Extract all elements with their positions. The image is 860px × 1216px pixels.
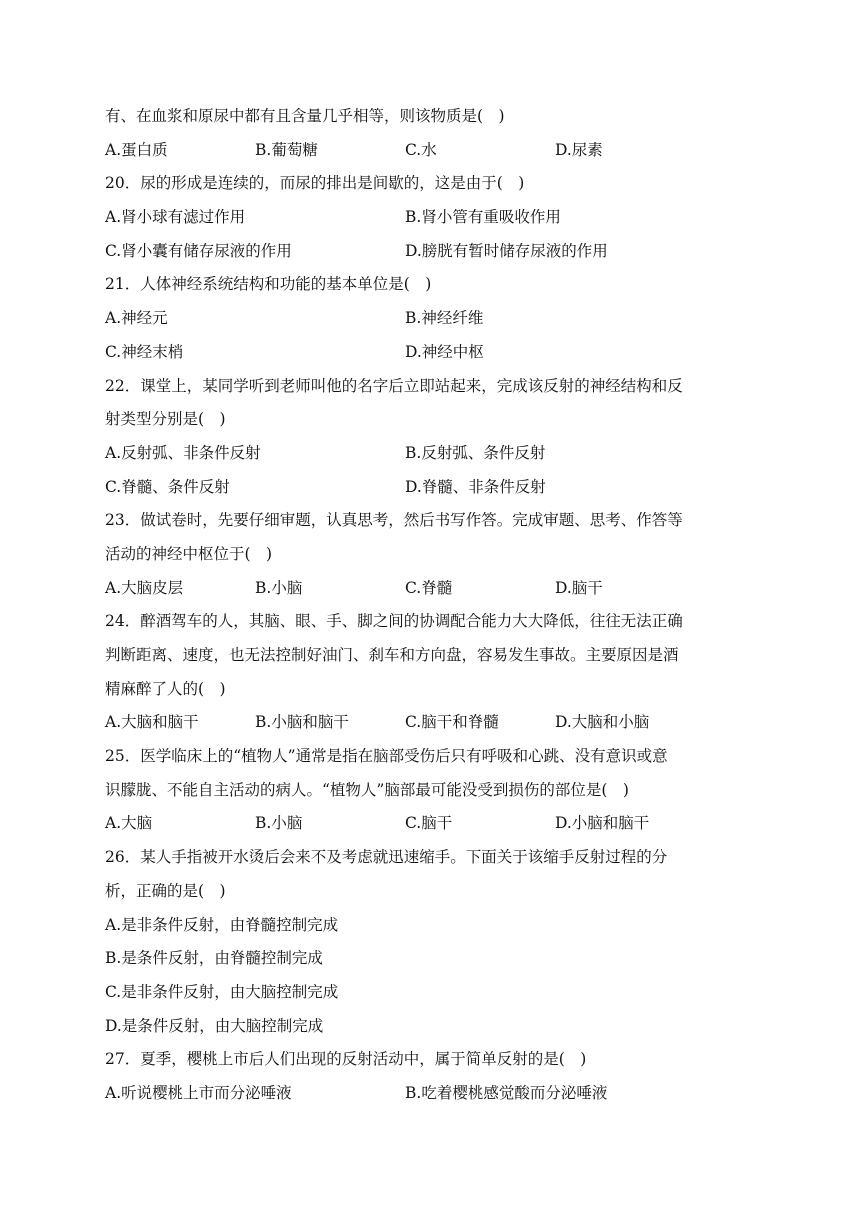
question-stem-line: 22．课堂上，某同学听到老师叫他的名字后立即站起来，完成该反射的神经结构和反 — [105, 376, 683, 395]
option-d: D.脊髓、非条件反射 — [405, 477, 546, 496]
options-row — [105, 302, 755, 336]
options-row — [105, 471, 755, 505]
option-b: B.小脑和脑干 — [255, 713, 349, 732]
options-row — [105, 235, 755, 269]
option-d: D.神经中枢 — [405, 342, 484, 361]
question-24 — [105, 605, 755, 740]
question-continued — [105, 100, 755, 167]
option-c: C.水 — [405, 140, 437, 159]
question-stem-line: 有、在血浆和原尿中都有且含量几乎相等，则该物质是( ) — [105, 107, 505, 125]
options-row — [105, 134, 755, 168]
option-c: C.脑干和脊髓 — [405, 713, 499, 732]
question-stem-line: 26．某人手指被开水烫后会来不及考虑就迅速缩手。下面关于该缩手反射过程的分 — [105, 848, 668, 867]
option-d: D.小脑和脑干 — [555, 814, 650, 833]
option-a: A.神经元 — [105, 309, 168, 328]
option-d: D.膀胱有暂时储存尿液的作用 — [405, 241, 608, 260]
options-row — [105, 1077, 755, 1111]
option-b: B.肾小管有重吸收作用 — [405, 208, 561, 227]
option-a: A.听说樱桃上市而分泌唾液 — [105, 1083, 292, 1102]
option-b: B.葡萄糖 — [255, 140, 318, 159]
question-stem-line: 活动的神经中枢位于( ) — [105, 544, 273, 563]
question-stem-line: 射类型分别是( ) — [105, 410, 226, 429]
question-stem-line: 21．人体神经系统结构和功能的基本单位是( ) — [105, 275, 432, 294]
option-d: D.脑干 — [555, 578, 603, 597]
option-a: A.肾小球有滤过作用 — [105, 208, 246, 227]
options-row — [105, 437, 755, 471]
question-stem-line: 识朦胧、不能自主活动的病人。“植物人”脑部最可能没受到损伤的部位是( ) — [105, 780, 629, 799]
option-c: C.脊髓、条件反射 — [105, 477, 230, 496]
option-c: C.是非条件反射，由大脑控制完成 — [105, 982, 339, 1001]
option-b: B.吃着樱桃感觉酸而分泌唾液 — [405, 1083, 608, 1102]
question-stem-line: 精麻醉了人的( ) — [105, 679, 226, 698]
option-b: B.是条件反射，由脊髓控制完成 — [105, 949, 323, 968]
option-c: C.神经末梢 — [105, 342, 184, 361]
question-27 — [105, 1043, 755, 1110]
question-stem-line: 析，正确的是( ) — [105, 881, 226, 900]
option-a: A.蛋白质 — [105, 140, 168, 159]
question-25 — [105, 740, 755, 841]
question-stem-line: 23．做试卷时，先要仔细审题，认真思考，然后书写作答。完成审题、思考、作答等 — [105, 511, 683, 530]
question-stem-line: 25．医学临床上的“植物人”通常是指在脑部受伤后只有呼吸和心跳、没有意识或意 — [105, 747, 668, 766]
options-row — [105, 706, 755, 740]
question-stem-line: 判断距离、速度，也无法控制好油门、刹车和方向盘，容易发生事故。主要原因是酒 — [105, 646, 679, 664]
question-stem-line: 27．夏季，樱桃上市后人们出现的反射活动中，属于简单反射的是( ) — [105, 1050, 587, 1069]
option-a: A.大脑皮层 — [105, 578, 184, 597]
question-stem-line: 24．醉酒驾车的人，其脑、眼、手、脚之间的协调配合能力大大降低，往往无法正确 — [105, 612, 683, 631]
options-row — [105, 942, 755, 976]
options-row — [105, 807, 755, 841]
option-a: A.大脑和脑干 — [105, 713, 199, 732]
option-b: B.小脑 — [255, 814, 303, 833]
option-a: A.反射弧、非条件反射 — [105, 443, 261, 462]
options-row — [105, 336, 755, 370]
option-c: C.肾小囊有储存尿液的作用 — [105, 241, 292, 260]
options-row — [105, 976, 755, 1010]
question-23 — [105, 504, 755, 605]
question-20 — [105, 167, 755, 268]
option-a: A.大脑 — [105, 814, 153, 833]
option-b: B.神经纤维 — [405, 309, 484, 328]
option-b: B.反射弧、条件反射 — [405, 443, 546, 462]
options-row — [105, 1010, 755, 1044]
option-b: B.小脑 — [255, 578, 303, 597]
option-d: D.尿素 — [555, 140, 603, 159]
option-d: D.是条件反射，由大脑控制完成 — [105, 1016, 324, 1035]
question-22 — [105, 370, 755, 505]
option-a: A.是非条件反射，由脊髓控制完成 — [105, 915, 339, 934]
options-row — [105, 572, 755, 606]
options-row — [105, 909, 755, 943]
question-stem-line: 20．尿的形成是连续的，而尿的排出是间歇的，这是由于( ) — [105, 174, 525, 193]
option-c: C.脑干 — [405, 814, 453, 833]
options-row — [105, 201, 755, 235]
question-26 — [105, 841, 755, 1043]
option-c: C.脊髓 — [405, 578, 453, 597]
option-d: D.大脑和小脑 — [555, 713, 650, 732]
question-21 — [105, 268, 755, 369]
question-list — [105, 100, 755, 1111]
